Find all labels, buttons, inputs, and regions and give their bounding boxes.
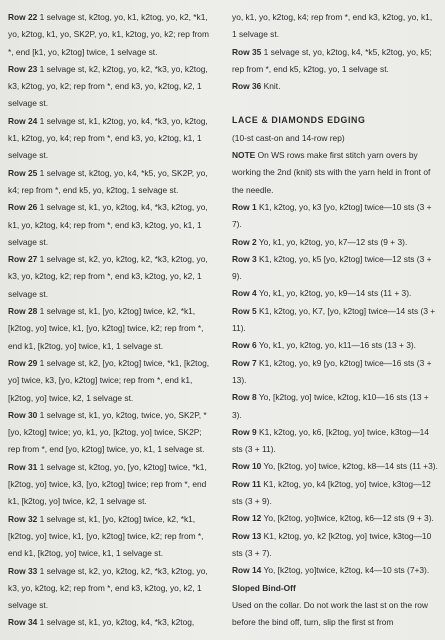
section-heading: LACE & DIAMONDS EDGING (232, 115, 366, 126)
right-column (232, 9, 438, 631)
row-instructions: Yo, k1, yo, k2tog, yo, k11—16 sts (13 + 3). (258, 340, 416, 351)
row-instructions: 1 selvage st, k2, yo, k2tog, k2, *k3, k2tog, yo, k3, yo, k2tog, k2; rep from *, end k3, k2tog, yo, k2, 1 selvage st. (8, 565, 208, 611)
pattern-row (232, 510, 438, 527)
row-label: Row 14 (232, 565, 262, 576)
pattern-row (232, 476, 438, 511)
row-instructions: 1 selvage st, yo, k2tog, k4, *k5, k2tog, yo, k5; rep from *, end k5, k2tog, yo, 1 selvage st. (232, 46, 432, 74)
row-instructions: 1 selvage st, k1, [yo, k2tog] twice, k2, *k1, [k2tog, yo] twice, k1, [yo, k2tog] twice, k2; rep from *, end k1, [k2tog, yo] twice, k1, 1 selvage st. (8, 513, 204, 559)
row-instructions: 1 selvage st, k1, yo, k2tog, k4, *k3, k2tog, (39, 617, 195, 628)
row-instructions: K1, k2tog, yo, k5 [yo, k2tog] twice—12 sts (3 + 9). (232, 253, 432, 282)
row-instructions: 1 selvage st, k1, [yo, k2tog] twice, k2, *k1, [k2tog, yo] twice, k1, [yo, k2tog] twice, k2; rep from *, end k1, [k2tog, yo] twice, k1, 1 selvage st. (8, 306, 204, 351)
row-label: Row 33 (8, 565, 38, 576)
row-label: Row 34 (8, 617, 38, 628)
row-instructions: Knit. (263, 81, 281, 92)
row-label: Row 23 (8, 63, 38, 74)
pattern-row (232, 251, 438, 286)
row-instructions: K1, k2tog, yo, K7, [yo, k2tog] twice—14 sts (3 + 11). (232, 305, 436, 334)
row-instructions: Yo, [k2tog, yo]twice, k2tog, k4—10 sts (7+3). (263, 565, 430, 576)
row-instructions: Yo, k1, yo, k2tog, yo, k7—12 sts (9 + 3). (258, 236, 408, 247)
pattern-row (232, 389, 438, 424)
pattern-row (232, 234, 438, 251)
row-instructions: K1, k2tog, yo, k6, [k2tog, yo] twice, k3tog—14 sts (3 + 11). (232, 426, 429, 455)
row-label: Row 9 (232, 426, 257, 437)
row-label: Row 6 (232, 340, 257, 351)
pattern-row (232, 424, 438, 459)
row-label: Row 25 (8, 167, 38, 178)
row-label: Row 1 (232, 201, 257, 212)
row-label: Row 3 (232, 253, 257, 264)
row-instructions: 1 selvage st, k1, yo, k2tog, twice, yo, SK2P, *[yo, k2tog] twice; yo, k1, yo, [k2tog, yo] twice, SK2P; rep from *, end [yo, k2tog] twice, yo, k1, 1 selvage st. (8, 409, 207, 455)
row-label: Row 13 (232, 530, 262, 541)
row-instructions: 1 selvage st, k1, k2tog, yo, k4, *k3, yo, k2tog, k1, k2tog, yo, k4; rep from *, end k3, yo, k2tog, k1, 1 selvage st. (8, 115, 208, 161)
pattern-row (232, 199, 438, 234)
pattern-row (8, 251, 213, 303)
row-instructions: K1, k2tog, yo, k9 [yo, k2tog] twice—16 sts (3 + 13). (232, 357, 432, 385)
bind-off-heading: Sloped Bind-Off (232, 582, 296, 593)
row-instructions: K1, k2tog, yo, k2 [k2tog, yo] twice, k3tog—10 sts (3 + 7). (232, 530, 432, 558)
row-label: Row 22 (8, 12, 38, 22)
note-paragraph (232, 147, 438, 199)
note-text: On WS rows make first stitch yarn overs by working the 2nd (knit) sts with the yarn held in front of the needle. (232, 150, 431, 195)
row-instructions: 1 selvage st, k2, [yo, k2tog] twice, *k1, [k2tog, yo] twice, k3, [yo, k2tog] twice; rep from *, end k1, [k2tog, yo] twice, k2, 1 selvage st. (8, 357, 210, 403)
pattern-row (8, 459, 213, 511)
row-instructions: 1 selvage st, k2, yo, k2tog, k2, *k3, k2tog, yo, k3, yo, k2tog, k2; rep from *, end k3, k2tog, yo, k2, 1 selvage st. (8, 254, 208, 299)
row-label: Row 31 (8, 461, 38, 472)
row-label: Row 5 (232, 305, 257, 316)
row-label: Row 30 (8, 409, 38, 420)
pattern-row (8, 355, 213, 407)
pattern-row (8, 614, 213, 631)
pattern-row (232, 562, 438, 579)
pattern-row (8, 9, 213, 61)
pattern-row (8, 113, 213, 165)
pattern-row (232, 458, 438, 475)
row-instructions: Yo, [k2tog, yo] twice, k2tog, k10—16 sts (13 + 3). (232, 392, 429, 420)
row-instructions: Yo, [k2tog, yo]twice, k2tog, k6—12 sts (9 + 3). (263, 513, 434, 524)
row-instructions: K1, k2tog, yo, k4 [k2tog, yo] twice, k3tog—12 sts (3 + 9). (232, 478, 431, 507)
bind-off-text: Used on the collar. Do not work the last st on the row before the bind off, turn, slip the first st from (232, 599, 428, 628)
pattern-row (8, 199, 213, 251)
row-instructions: 1 selvage st, k1, yo, k2tog, k4, *k3, k2tog, yo, k1, yo, k2tog, k4; rep from *, end k3, k2tog, yo, k1, 1 selvage st. (8, 202, 208, 247)
note-label: NOTE (232, 150, 256, 161)
pattern-row (232, 337, 438, 354)
row-label: Row 7 (232, 357, 257, 368)
row-label: Row 10 (232, 461, 262, 472)
row-label: Row 4 (232, 288, 257, 299)
row-label: Row 27 (8, 254, 38, 265)
section-gap (232, 95, 438, 112)
row-instructions: 1 selvage st, k2tog, yo, k1, k2tog, yo, k2, *k1, yo, k2tog, k1, yo, SK2P, yo, k1, k2tog, yo, k2; rep from *, end [k1, yo, k2tog] twice, 1 selvage st. (8, 12, 209, 57)
row-instructions: 1 selvage st, k2tog, yo, k4, *k5, yo, SK2P, yo, k4; rep from *, end k5, yo, k2tog, 1 selvage st. (8, 167, 208, 195)
row-34-continuation: yo, k1, yo, k2tog, k4; rep from *, end k3, k2tog, yo, k1, 1 selvage st. (232, 12, 433, 40)
row-instructions: K1, k2tog, yo, k3 [yo, k2tog] twice—10 sts (3 + 7). (232, 201, 432, 230)
row-instructions: 1 selvage st, k2tog, yo, [yo, k2tog] twice, *k1, [k2tog, yo] twice, k3, [yo, k2tog] twice; rep from *, end k1, [k2tog, yo] twice, k2, 1 selvage st. (8, 461, 207, 507)
pattern-row (232, 528, 438, 563)
pattern-row (8, 61, 213, 113)
row-label: Row 26 (8, 202, 38, 213)
row-instructions: Yo, k1, yo, k2tog, yo, k9—14 sts (11 + 3). (258, 288, 412, 299)
pattern-row (8, 407, 213, 459)
row-label: Row 11 (232, 478, 261, 489)
left-column (8, 9, 213, 632)
pattern-row (8, 303, 213, 355)
row-instructions: Yo, [k2tog, yo] twice, k2tog, k8—14 sts (11 +3). (263, 461, 438, 472)
row-label: Row 8 (232, 392, 257, 403)
pattern-row (232, 303, 438, 338)
row-label: Row 29 (8, 357, 38, 368)
row-label: Row 35 (232, 46, 262, 57)
row-label: Row 2 (232, 236, 257, 247)
pattern-row (232, 44, 438, 79)
row-label: Row 32 (8, 513, 38, 524)
row-label: Row 36 (232, 81, 262, 92)
row-label: Row 12 (232, 513, 262, 524)
pattern-row (232, 78, 438, 95)
row-label: Row 24 (8, 115, 38, 126)
pattern-row (8, 563, 213, 615)
row-label: Row 28 (8, 306, 38, 317)
pattern-row (8, 165, 213, 200)
pattern-row (232, 285, 438, 302)
pattern-row (232, 355, 438, 390)
row-instructions: 1 selvage st, k2, k2tog, yo, k2, *k3, yo, k2tog, k3, k2tog, yo, k2; rep from *, end k3, yo, k2tog, k2, 1 selvage st. (8, 63, 208, 109)
section-subheading: (10-st cast-on and 14-row rep) (232, 132, 345, 143)
pattern-row (8, 511, 213, 563)
